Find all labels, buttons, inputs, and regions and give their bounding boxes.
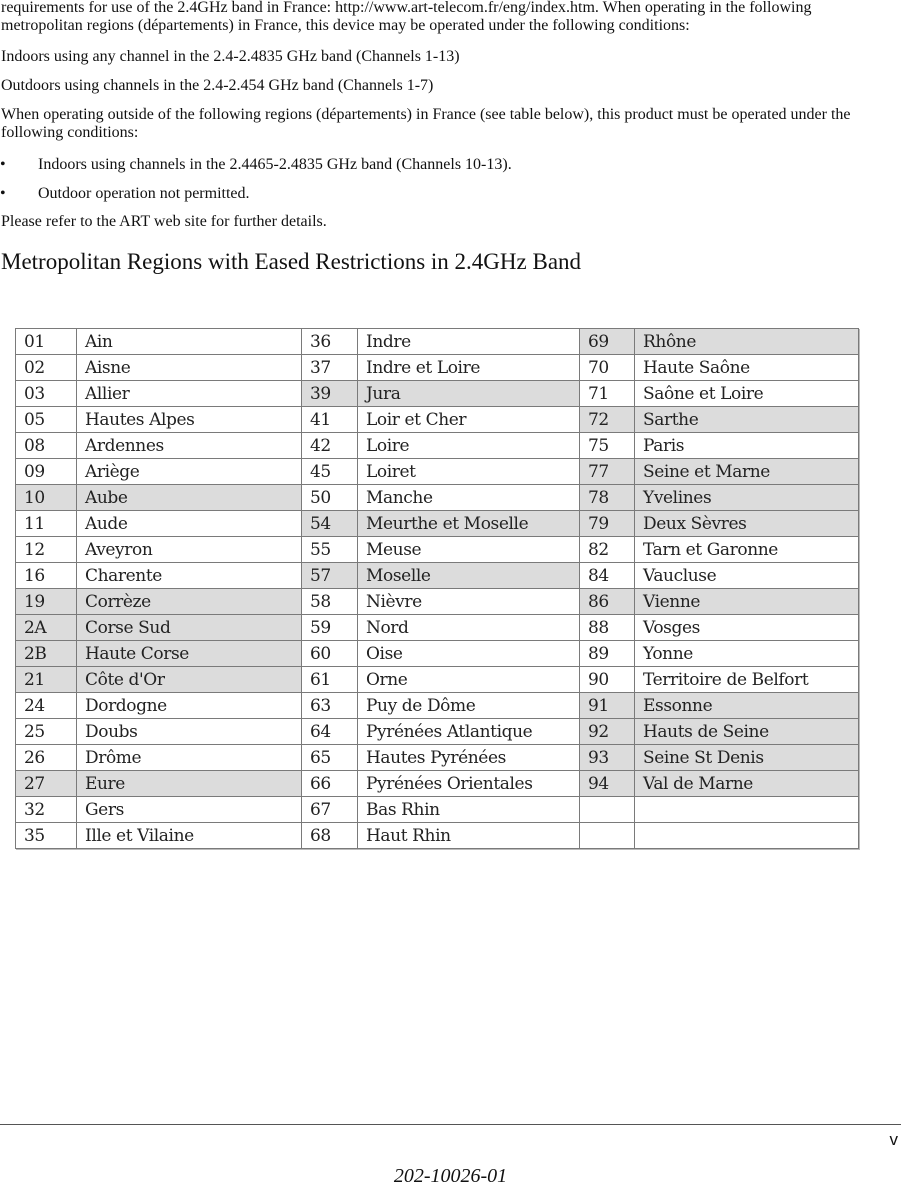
department-code-cell: 63 — [302, 693, 358, 719]
department-code-cell: 54 — [302, 511, 358, 537]
page-number: v — [889, 1130, 898, 1149]
department-name-cell: Doubs — [77, 719, 302, 745]
table-row — [16, 719, 859, 745]
section-heading: Metropolitan Regions with Eased Restrictions in 2.4GHz Band — [1, 249, 582, 274]
department-code-cell: 45 — [302, 459, 358, 485]
department-name-cell: Aude — [77, 511, 302, 537]
department-code-cell: 92 — [580, 719, 635, 745]
intro-paragraph: requirements for use of the 2.4GHz band in France: http://www.art-telecom.fr/eng/index.htm. When operating in the following metropolitan regions (départements) in France, this device may be operated under the following conditions: — [1, 0, 812, 34]
department-code-cell: 82 — [580, 537, 635, 563]
department-code-cell: 10 — [16, 485, 77, 511]
department-code-cell: 61 — [302, 667, 358, 693]
department-name-cell: Haute Corse — [77, 641, 302, 667]
department-code-cell: 50 — [302, 485, 358, 511]
bullet-text: Indoors using channels in the 2.4465-2.4835 GHz band (Channels 10-13). — [38, 156, 512, 173]
department-code-cell: 02 — [16, 355, 77, 381]
department-code-cell: 70 — [580, 355, 635, 381]
department-code-cell: 68 — [302, 823, 358, 849]
department-name-cell: Yonne — [635, 641, 859, 667]
department-code-cell: 60 — [302, 641, 358, 667]
department-name-cell: Côte d'Or — [77, 667, 302, 693]
department-code-cell: 75 — [580, 433, 635, 459]
regions-table-body — [16, 329, 859, 849]
department-code-cell: 05 — [16, 407, 77, 433]
table-row — [16, 771, 859, 797]
bullet-text: Outdoor operation not permitted. — [38, 185, 250, 202]
department-code-cell: 78 — [580, 485, 635, 511]
department-name-cell: Oise — [358, 641, 580, 667]
department-code-cell: 57 — [302, 563, 358, 589]
department-name-cell: Manche — [358, 485, 580, 511]
department-code-cell: 41 — [302, 407, 358, 433]
department-code-cell: 90 — [580, 667, 635, 693]
department-name-cell: Dordogne — [77, 693, 302, 719]
table-row — [16, 433, 859, 459]
department-name-cell: Jura — [358, 381, 580, 407]
department-name-cell: Pyrénées Orientales — [358, 771, 580, 797]
department-name-cell: Loire — [358, 433, 580, 459]
department-code-cell: 64 — [302, 719, 358, 745]
department-name-cell: Eure — [77, 771, 302, 797]
department-name-cell: Haute Saône — [635, 355, 859, 381]
bullet-marker: • — [0, 185, 6, 202]
department-name-cell: Vienne — [635, 589, 859, 615]
department-name-cell: Vaucluse — [635, 563, 859, 589]
table-row — [16, 355, 859, 381]
department-code-cell: 26 — [16, 745, 77, 771]
department-name-cell: Meurthe et Moselle — [358, 511, 580, 537]
department-name-cell: Sarthe — [635, 407, 859, 433]
department-name-cell: Essonne — [635, 693, 859, 719]
department-code-cell: 37 — [302, 355, 358, 381]
department-name-cell: Aube — [77, 485, 302, 511]
department-code-cell: 01 — [16, 329, 77, 355]
regions-table — [15, 328, 859, 849]
department-code-cell — [580, 823, 635, 849]
department-name-cell: Pyrénées Atlantique — [358, 719, 580, 745]
department-name-cell: Loir et Cher — [358, 407, 580, 433]
department-name-cell: Orne — [358, 667, 580, 693]
table-row — [16, 797, 859, 823]
department-code-cell: 93 — [580, 745, 635, 771]
department-name-cell: Nord — [358, 615, 580, 641]
department-code-cell: 72 — [580, 407, 635, 433]
department-name-cell — [635, 823, 859, 849]
department-name-cell: Puy de Dôme — [358, 693, 580, 719]
department-name-cell: Corse Sud — [77, 615, 302, 641]
department-code-cell: 21 — [16, 667, 77, 693]
department-code-cell: 09 — [16, 459, 77, 485]
refer-paragraph: Please refer to the ART web site for further details. — [1, 213, 327, 230]
department-code-cell: 65 — [302, 745, 358, 771]
indoor-condition-paragraph: Indoors using any channel in the 2.4-2.4835 GHz band (Channels 1-13) — [1, 48, 460, 65]
table-row — [16, 511, 859, 537]
department-code-cell: 03 — [16, 381, 77, 407]
table-row — [16, 537, 859, 563]
department-name-cell: Allier — [77, 381, 302, 407]
department-name-cell: Val de Marne — [635, 771, 859, 797]
department-code-cell: 12 — [16, 537, 77, 563]
department-name-cell: Aisne — [77, 355, 302, 381]
table-row — [16, 745, 859, 771]
department-code-cell: 55 — [302, 537, 358, 563]
department-code-cell: 25 — [16, 719, 77, 745]
department-name-cell: Indre — [358, 329, 580, 355]
department-name-cell: Gers — [77, 797, 302, 823]
department-name-cell — [635, 797, 859, 823]
department-code-cell: 2B — [16, 641, 77, 667]
department-name-cell: Indre et Loire — [358, 355, 580, 381]
department-name-cell: Hautes Pyrénées — [358, 745, 580, 771]
department-code-cell: 71 — [580, 381, 635, 407]
department-name-cell: Drôme — [77, 745, 302, 771]
department-code-cell: 88 — [580, 615, 635, 641]
department-code-cell: 77 — [580, 459, 635, 485]
table-row — [16, 485, 859, 511]
table-row — [16, 459, 859, 485]
department-code-cell: 59 — [302, 615, 358, 641]
table-row — [16, 641, 859, 667]
department-name-cell: Ariège — [77, 459, 302, 485]
outdoor-condition-paragraph: Outdoors using channels in the 2.4-2.454 GHz band (Channels 1-7) — [1, 77, 434, 94]
department-name-cell: Corrèze — [77, 589, 302, 615]
department-code-cell: 91 — [580, 693, 635, 719]
footer-rule — [0, 1124, 901, 1125]
department-code-cell: 27 — [16, 771, 77, 797]
department-name-cell: Aveyron — [77, 537, 302, 563]
department-name-cell: Ille et Vilaine — [77, 823, 302, 849]
department-name-cell: Seine St Denis — [635, 745, 859, 771]
department-name-cell: Ardennes — [77, 433, 302, 459]
department-name-cell: Meuse — [358, 537, 580, 563]
document-number: 202-10026-01 — [393, 1165, 508, 1187]
department-name-cell: Haut Rhin — [358, 823, 580, 849]
department-code-cell: 36 — [302, 329, 358, 355]
department-name-cell: Seine et Marne — [635, 459, 859, 485]
department-code-cell: 58 — [302, 589, 358, 615]
department-name-cell: Deux Sèvres — [635, 511, 859, 537]
table-row — [16, 407, 859, 433]
department-code-cell: 39 — [302, 381, 358, 407]
department-name-cell: Hauts de Seine — [635, 719, 859, 745]
table-row — [16, 667, 859, 693]
department-code-cell: 69 — [580, 329, 635, 355]
department-name-cell: Territoire de Belfort — [635, 667, 859, 693]
department-name-cell: Charente — [77, 563, 302, 589]
department-code-cell: 16 — [16, 563, 77, 589]
table-row — [16, 381, 859, 407]
department-name-cell: Tarn et Garonne — [635, 537, 859, 563]
department-code-cell: 89 — [580, 641, 635, 667]
department-name-cell: Hautes Alpes — [77, 407, 302, 433]
department-code-cell: 84 — [580, 563, 635, 589]
department-code-cell — [580, 797, 635, 823]
department-code-cell: 24 — [16, 693, 77, 719]
department-name-cell: Vosges — [635, 615, 859, 641]
department-name-cell: Yvelines — [635, 485, 859, 511]
table-row — [16, 693, 859, 719]
department-code-cell: 94 — [580, 771, 635, 797]
department-code-cell: 2A — [16, 615, 77, 641]
department-code-cell: 42 — [302, 433, 358, 459]
department-name-cell: Ain — [77, 329, 302, 355]
department-name-cell: Loiret — [358, 459, 580, 485]
department-code-cell: 86 — [580, 589, 635, 615]
table-row — [16, 615, 859, 641]
outside-regions-paragraph: When operating outside of the following regions (départements) in France (see table below), this product must be operated under the following conditions: — [1, 106, 851, 141]
department-code-cell: 67 — [302, 797, 358, 823]
table-row — [16, 329, 859, 355]
department-name-cell: Bas Rhin — [358, 797, 580, 823]
table-row — [16, 563, 859, 589]
department-code-cell: 35 — [16, 823, 77, 849]
department-code-cell: 11 — [16, 511, 77, 537]
department-name-cell: Saône et Loire — [635, 381, 859, 407]
department-name-cell: Moselle — [358, 563, 580, 589]
table-row — [16, 589, 859, 615]
bullet-marker: • — [0, 156, 6, 173]
department-code-cell: 19 — [16, 589, 77, 615]
department-code-cell: 66 — [302, 771, 358, 797]
department-code-cell: 32 — [16, 797, 77, 823]
department-name-cell: Paris — [635, 433, 859, 459]
department-code-cell: 79 — [580, 511, 635, 537]
department-name-cell: Rhône — [635, 329, 859, 355]
department-name-cell: Nièvre — [358, 589, 580, 615]
table-row — [16, 823, 859, 849]
department-code-cell: 08 — [16, 433, 77, 459]
